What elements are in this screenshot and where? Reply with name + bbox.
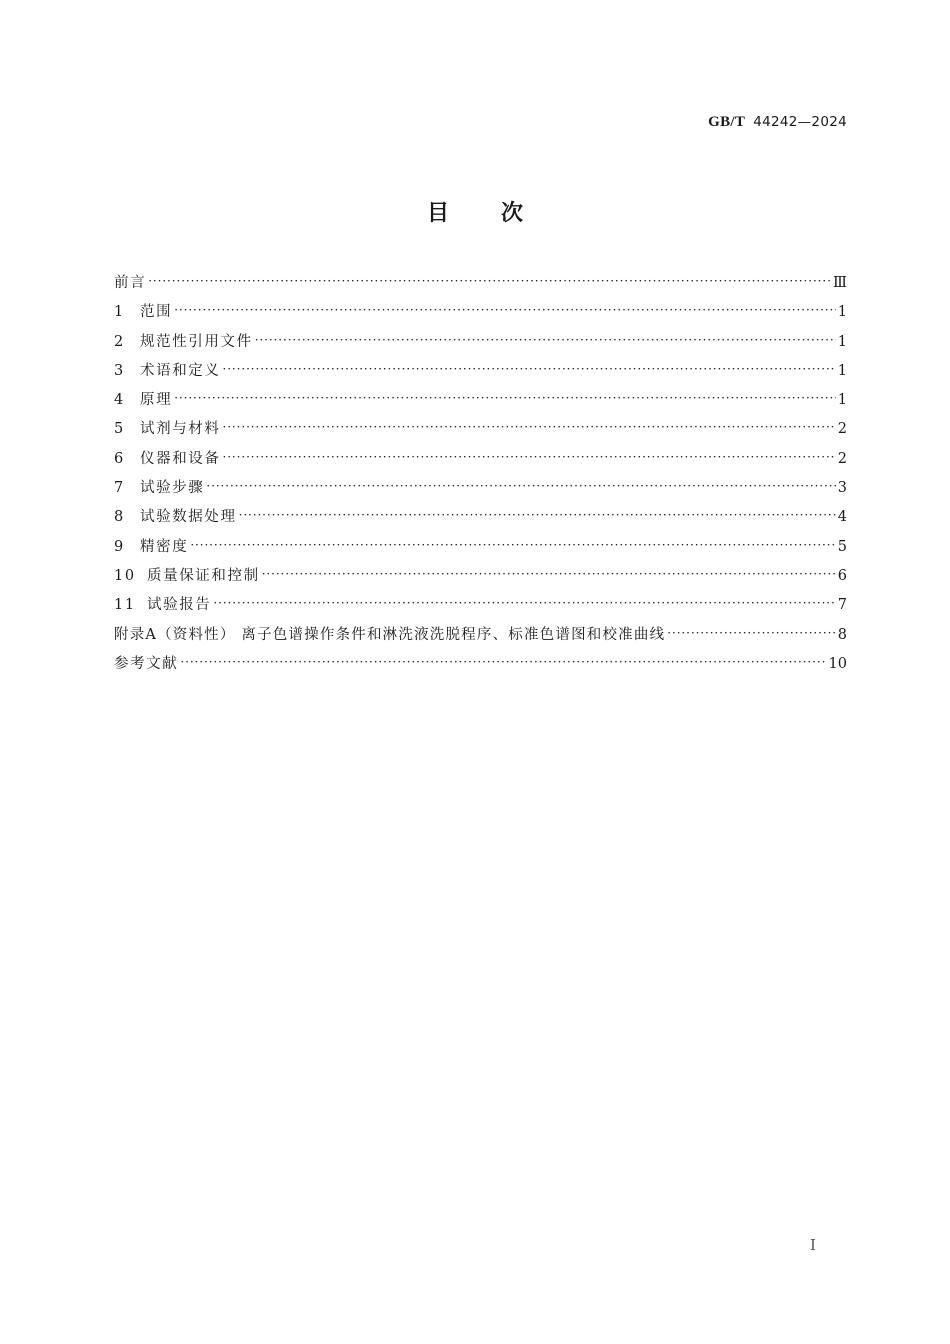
toc-entry-bibliography[interactable] xyxy=(114,652,847,681)
toc-entry-annex-a[interactable] xyxy=(114,623,847,652)
toc-section-number: 8 xyxy=(114,509,125,526)
toc-section-number: 7 xyxy=(114,480,125,497)
toc-leader-dots xyxy=(667,626,835,640)
toc-page-number: Ⅲ xyxy=(833,275,847,291)
toc-entry-data-processing[interactable] xyxy=(114,505,847,534)
toc-leader-dots xyxy=(206,479,835,493)
toc-page-number: 1 xyxy=(837,333,847,350)
toc-leader-dots xyxy=(190,538,835,552)
toc-label: 质量保证和控制 xyxy=(147,567,260,584)
toc-section-number: 3 xyxy=(114,362,125,379)
toc-page-number: 2 xyxy=(837,421,847,438)
toc-page-number: 1 xyxy=(837,304,847,321)
toc-entry-apparatus[interactable] xyxy=(114,447,847,476)
toc-entry-procedure[interactable] xyxy=(114,476,847,505)
toc-page-number: 7 xyxy=(837,597,847,614)
toc-label: 试验报告 xyxy=(147,597,212,614)
toc-label: 范围 xyxy=(140,304,173,321)
toc-page-number: 4 xyxy=(837,509,847,526)
toc-section-number: 5 xyxy=(114,421,125,438)
toc-entry-test-report[interactable] xyxy=(114,593,847,622)
page-number: Ⅰ xyxy=(810,1236,816,1254)
toc-page-number: 10 xyxy=(828,655,847,672)
toc-leader-dots xyxy=(174,303,836,317)
toc-entry-principle[interactable] xyxy=(114,388,847,417)
toc-section-number: 4 xyxy=(114,392,125,409)
toc-page-number: 2 xyxy=(837,450,847,467)
toc-leader-dots xyxy=(223,420,836,434)
toc-entry-terms-definitions[interactable] xyxy=(114,359,847,388)
toc-leader-dots xyxy=(213,596,835,610)
toc-label: 试验数据处理 xyxy=(140,509,237,526)
toc-entry-reagents[interactable] xyxy=(114,417,847,446)
toc-leader-dots xyxy=(255,333,836,347)
standard-prefix: GB/T xyxy=(708,114,746,130)
toc-page-number: 6 xyxy=(837,567,847,584)
toc-label: 术语和定义 xyxy=(140,362,221,379)
toc-section-number: 10 xyxy=(114,567,136,584)
toc-leader-dots xyxy=(174,391,836,405)
toc-label: 原理 xyxy=(140,392,173,409)
toc-section-number: 1 xyxy=(114,304,125,321)
page-title: 目次 xyxy=(426,201,575,226)
toc-leader-dots xyxy=(148,274,831,288)
toc-section-number: 6 xyxy=(114,450,125,467)
toc-label: 试验步骤 xyxy=(140,480,205,497)
toc-section-number: 11 xyxy=(114,597,136,614)
toc-page-number: 5 xyxy=(837,538,847,555)
toc-leader-dots xyxy=(223,450,836,464)
toc-leader-dots xyxy=(262,567,836,581)
toc-page-number: 1 xyxy=(837,362,847,379)
toc-leader-dots xyxy=(239,508,836,522)
toc-label: 附录A（资料性） 离子色谱操作条件和淋洗液洗脱程序、标准色谱图和校准曲线 xyxy=(114,626,666,643)
toc-label: 精密度 xyxy=(140,538,189,555)
toc-entry-quality-control[interactable] xyxy=(114,564,847,593)
standard-number: 44242—2024 xyxy=(753,114,847,130)
toc-leader-dots xyxy=(223,362,836,376)
table-of-contents xyxy=(114,271,847,681)
toc-entry-normative-references[interactable] xyxy=(114,330,847,359)
toc-page-number: 3 xyxy=(837,480,847,497)
toc-entry-precision[interactable] xyxy=(114,535,847,564)
toc-entry-foreword[interactable] xyxy=(114,271,847,300)
toc-label: 前言 xyxy=(114,275,147,291)
toc-label: 仪器和设备 xyxy=(140,450,221,467)
toc-label: 规范性引用文件 xyxy=(140,333,253,350)
toc-page-number: 8 xyxy=(837,626,847,643)
standard-code xyxy=(708,114,847,131)
toc-section-number: 9 xyxy=(114,538,125,555)
toc-label: 试剂与材料 xyxy=(140,421,221,438)
toc-entry-scope[interactable] xyxy=(114,300,847,329)
toc-page-number: 1 xyxy=(837,392,847,409)
toc-section-number: 2 xyxy=(114,333,125,350)
toc-label: 参考文献 xyxy=(114,655,179,672)
toc-leader-dots xyxy=(180,655,826,669)
